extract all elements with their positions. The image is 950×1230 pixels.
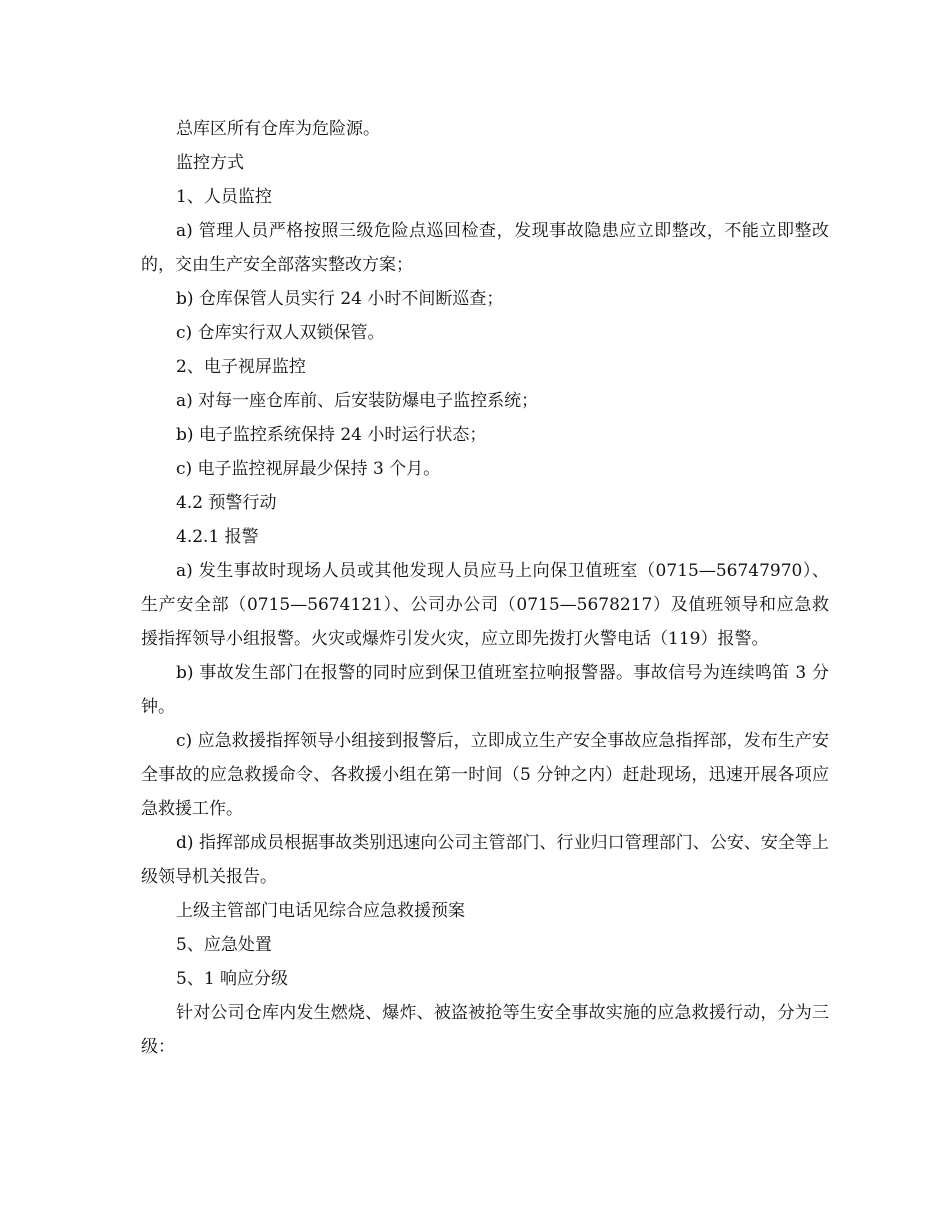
heading-video-monitoring: 2、电子视屏监控 — [176, 357, 306, 377]
heading-warning-action: 4.2 预警行动 — [176, 493, 277, 513]
paragraph-alarm-c: c) 应急救援指挥领导小组接到报警后，立即成立生产安全事故应急指挥部，发布生产安全事故的应急救援命令、各救援小组在第一时间（5 分钟之内）赶赴现场，迅速开展各项应急救援工作。 — [141, 731, 829, 819]
paragraph-superior-phone: 上级主管部门电话见综合应急救援预案 — [176, 901, 465, 921]
paragraph-video-a: a) 对每一座仓库前、后安装防爆电子监控系统； — [176, 391, 539, 411]
document-body — [141, 112, 829, 1064]
heading-emergency-response: 5、应急处置 — [176, 935, 272, 955]
paragraph-personnel-b: b) 仓库保管人员实行 24 小时不间断巡查； — [176, 289, 504, 309]
paragraph-response-level: 针对公司仓库内发生燃烧、爆炸、被盗被抢等生安全事故实施的应急救援行动，分为三级： — [141, 1003, 829, 1057]
paragraph-video-c: c) 电子监控视屏最少保持 3 个月。 — [176, 459, 441, 479]
paragraph-hazard-source: 总库区所有仓库为危险源。 — [176, 119, 380, 139]
paragraph-alarm-d: d) 指挥部成员根据事故类别迅速向公司主管部门、行业归口管理部门、公安、安全等上级领导机关报告。 — [141, 833, 829, 887]
heading-alarm: 4.2.1 报警 — [176, 527, 259, 547]
paragraph-alarm-a: a) 发生事故时现场人员或其他发现人员应马上向保卫值班室（0715—56747970）、生产安全部（0715—5674121）、公司办公司（0715—5678217）及值班领导和应急救援指挥领导小组报警。火灾或爆炸引发火灾，应立即先拨打火警电话（119）报警。 — [141, 561, 829, 649]
heading-response-level: 5、1 响应分级 — [176, 969, 289, 989]
paragraph-personnel-c: c) 仓库实行双人双锁保管。 — [176, 323, 385, 343]
heading-personnel-monitoring: 1、人员监控 — [176, 187, 272, 207]
paragraph-alarm-b: b) 事故发生部门在报警的同时应到保卫值班室拉响报警器。事故信号为连续鸣笛 3 分钟。 — [141, 663, 829, 717]
paragraph-video-b: b) 电子监控系统保持 24 小时运行状态； — [176, 425, 487, 445]
paragraph-personnel-a: a) 管理人员严格按照三级危险点巡回检查，发现事故隐患应立即整改，不能立即整改的，交由生产安全部落实整改方案； — [141, 221, 829, 275]
heading-monitoring-method: 监控方式 — [176, 153, 244, 173]
